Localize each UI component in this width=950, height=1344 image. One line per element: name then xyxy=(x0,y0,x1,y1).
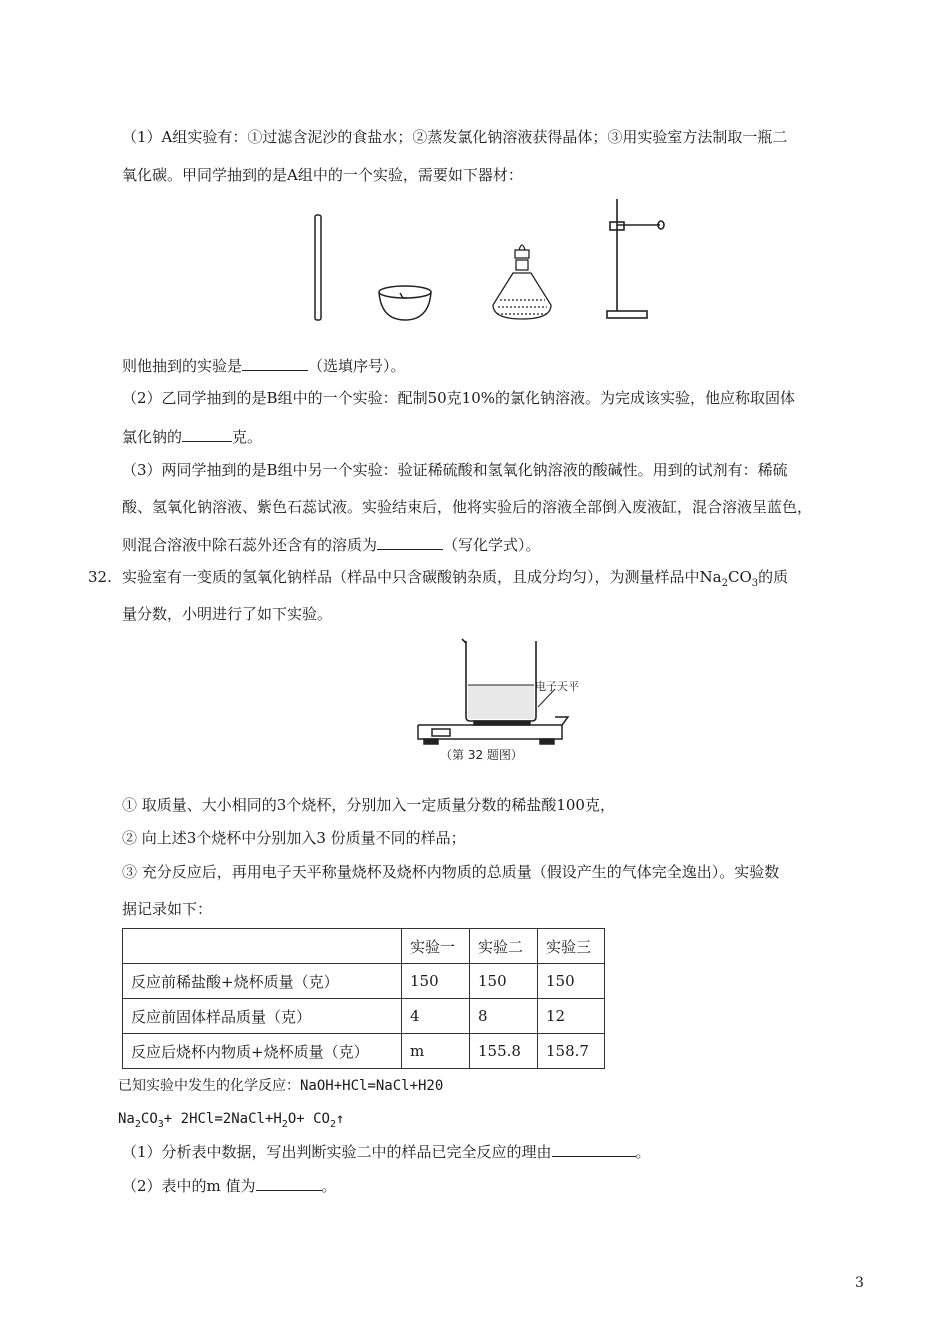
table-cell: 150 xyxy=(538,964,605,999)
q32-intro-text: 实验室有一变质的氢氧化钠样品（样品中只含碳酸钠杂质，且成分均匀），为测量样品中 xyxy=(122,568,700,586)
q31-p1-answer-prefix: 则他抽到的实验是 xyxy=(122,357,243,375)
table-row xyxy=(123,964,605,999)
figure-label: 电子天平 xyxy=(535,680,579,693)
q32-step2: ② 向上述3个烧杯中分别加入3 份质量不同的样品； xyxy=(122,829,466,847)
beaker-icon xyxy=(462,639,536,721)
figure-caption: （第 32 题图） xyxy=(440,748,523,762)
q32-intro-line1 xyxy=(122,567,788,594)
answer-blank[interactable] xyxy=(242,356,308,371)
q31-p3-suffix: （写化学式）。 xyxy=(443,536,541,554)
table-header-cell: 实验三 xyxy=(538,929,605,964)
balance-figure xyxy=(410,637,580,767)
q32-step3-line1: ③ 充分反应后，再用电子天平称量烧杯及烧杯内物质的总质量（假设产生的气体完全逸出）。实验数 xyxy=(122,863,780,881)
q32-intro-line2: 量分数，小明进行了如下实验。 xyxy=(122,605,333,623)
formula-na2co3: $Na_2CO_3$ xyxy=(699,568,759,589)
q32-sub2 xyxy=(122,1176,337,1196)
table-header-cell: 实验一 xyxy=(402,929,470,964)
q31-p3-line3 xyxy=(122,535,541,555)
table-row xyxy=(123,1034,605,1069)
q31-p1-line2: 氧化碳。甲同学抽到的是A组中的一个实验，需要如下器材： xyxy=(122,166,523,184)
answer-blank[interactable] xyxy=(377,535,443,550)
table-cell: 155.8 xyxy=(470,1034,538,1069)
q32-reaction-line1: 已知实验中发生的化学反应：NaOH+HCl=NaCl+H20 xyxy=(118,1078,444,1094)
q32-reaction-line2: $Na_2CO_3+$ $2HCl=2NaCl+H_2O+$ $CO_2↑$ xyxy=(118,1111,345,1130)
q32-step3-line2: 据记录如下： xyxy=(122,900,213,918)
answer-blank[interactable] xyxy=(552,1142,636,1157)
q31-p2-line2 xyxy=(122,427,262,447)
table-cell: 12 xyxy=(538,999,605,1034)
q31-p3-line2: 酸、氢氧化钠溶液、紫色石蕊试液。实验结束后，他将实验后的溶液全部倒入废液缸，混合溶液呈蓝色， xyxy=(122,498,813,516)
q32-sub2-text: （2）表中的m 值为 xyxy=(122,1177,256,1195)
q31-p1-answer-suffix: （选填序号）。 xyxy=(308,357,406,375)
table-cell: 反应前稀盐酸+烧杯质量（克） xyxy=(123,964,402,999)
iron-stand-icon xyxy=(607,199,664,318)
q31-p2-prefix: 氯化钠的 xyxy=(122,428,183,446)
q31-p2-suffix: 克。 xyxy=(232,428,263,446)
answer-blank[interactable] xyxy=(256,1176,322,1191)
evaporating-dish-icon xyxy=(379,286,431,320)
table-cell: 反应后烧杯内物质+烧杯质量（克） xyxy=(123,1034,402,1069)
glass-rod-icon xyxy=(315,215,321,320)
table-header-row xyxy=(123,929,605,964)
table-header-cell xyxy=(123,929,402,964)
alcohol-lamp-icon xyxy=(493,245,551,319)
table-cell: 150 xyxy=(470,964,538,999)
table-cell: m xyxy=(402,1034,470,1069)
q31-p3-prefix: 则混合溶液中除石蕊外还含有的溶质为 xyxy=(122,536,378,554)
page-number: 3 xyxy=(855,1275,864,1291)
q31-p2-line1: （2）乙同学抽到的是B组中的一个实验：配制50克10%的氯化钠溶液。为完成该实验，他应称取固体 xyxy=(122,389,795,407)
q32-step1: ① 取质量、大小相同的3个烧杯，分别加入一定质量分数的稀盐酸100克， xyxy=(122,796,615,814)
table-cell: 158.7 xyxy=(538,1034,605,1069)
q32-number: 32. xyxy=(88,568,112,586)
table-header-cell: 实验二 xyxy=(470,929,538,964)
experiment-data-table xyxy=(122,928,605,1069)
table-cell: 反应前固体样品质量（克） xyxy=(123,999,402,1034)
q31-p1-answer xyxy=(122,356,406,376)
q32-intro-tail: 的质 xyxy=(758,568,789,586)
q32-sub1 xyxy=(122,1142,651,1162)
q32-sub1-text: （1）分析表中数据，写出判断实验二中的样品已完全反应的理由 xyxy=(122,1143,552,1161)
answer-blank[interactable] xyxy=(182,427,232,442)
table-cell: 8 xyxy=(470,999,538,1034)
apparatus-figure xyxy=(305,195,665,325)
q32-sub2-tail: 。 xyxy=(321,1177,337,1195)
table-row xyxy=(123,999,605,1034)
table-cell: 4 xyxy=(402,999,470,1034)
q31-p3-line1: （3）两同学抽到的是B组中另一个实验：验证稀硫酸和氢氧化钠溶液的酸碱性。用到的试剂有：稀硫 xyxy=(122,461,788,479)
table-cell: 150 xyxy=(402,964,470,999)
gas-arrow-icon: ↑ xyxy=(336,1111,345,1127)
q31-p1-line1: （1）A组实验有：①过滤含泥沙的食盐水；②蒸发氯化钠溶液获得晶体；③用实验室方法制取一瓶二 xyxy=(122,128,788,146)
q32-sub1-tail: 。 xyxy=(635,1143,651,1161)
